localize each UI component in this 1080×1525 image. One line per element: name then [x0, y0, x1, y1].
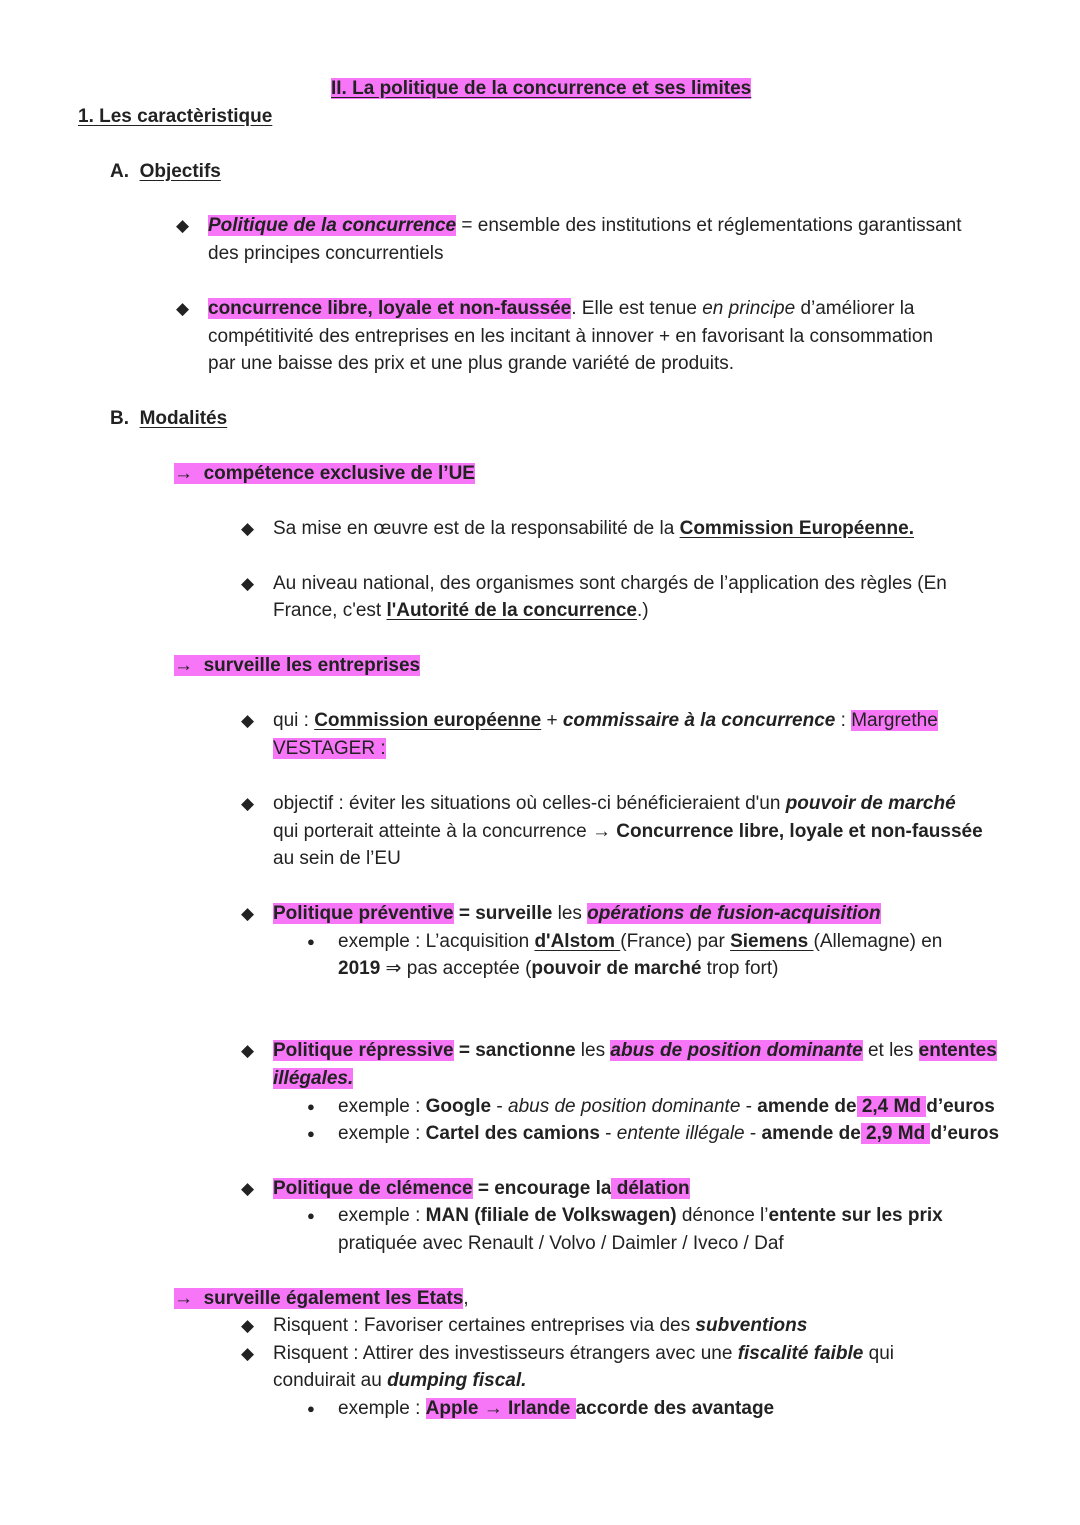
dot-bullet-icon: ● [307, 1099, 315, 1114]
national-level-rule-line2: France, c'est l'Autorité de la concurrence.) [273, 600, 649, 621]
objective-principle-line2: compétitivité des entreprises en les incitant à innover + en favorisant la consommation [208, 326, 934, 347]
monitor-objective-line3: au sein de l’EU [273, 848, 401, 869]
diamond-bullet-icon: ◆ [241, 1344, 255, 1363]
diamond-bullet-icon: ◆ [176, 299, 190, 318]
modality-monitor-states: → surveille également les Etats, [174, 1288, 469, 1309]
diamond-bullet-icon: ◆ [241, 574, 255, 593]
state-risk-subsidies: Risquent : Favoriser certaines entreprises via des subventions [273, 1315, 808, 1336]
preventive-example-line2: 2019 ⇒ pas acceptée (pouvoir de marché trop fort) [338, 958, 779, 979]
preventive-example: exemple : L’acquisition d'Alstom (France) par Siemens (Allemagne) en [338, 931, 943, 952]
diamond-bullet-icon: ◆ [241, 711, 255, 730]
state-risk-tax-line2: conduirait au dumping fiscal. [273, 1370, 527, 1391]
page-title: II. La politique de la concurrence et ses limites [331, 78, 752, 99]
clemency-policy: Politique de clémence = encourage la délation [273, 1178, 690, 1199]
dot-bullet-icon: ● [307, 1208, 315, 1223]
objective-principle-line3: par une baisse des prix et une plus grande variété de produits. [208, 353, 734, 374]
objective-principle: concurrence libre, loyale et non-faussée. Elle est tenue en principe d’améliorer la [208, 298, 915, 319]
monitor-objective: objectif : éviter les situations où celles-ci bénéficieraient d'un pouvoir de marché [273, 793, 956, 814]
modality-monitor-companies: → surveille les entreprises [174, 655, 421, 676]
dot-bullet-icon: ● [307, 1126, 315, 1141]
diamond-bullet-icon: ◆ [176, 216, 190, 235]
repressive-policy-line2: illégales. [273, 1068, 354, 1089]
repressive-policy: Politique répressive = sanctionne les abus de position dominante et les ententes [273, 1040, 997, 1061]
diamond-bullet-icon: ◆ [241, 904, 255, 923]
diamond-bullet-icon: ◆ [241, 794, 255, 813]
section-a-heading: A. Objectifs [110, 161, 221, 182]
objective-definition-line2: des principes concurrentiels [208, 243, 444, 264]
preventive-policy: Politique préventive = surveille les opérations de fusion-acquisition [273, 903, 881, 924]
monitor-objective-line2: qui porterait atteinte à la concurrence → Concurrence libre, loyale et non-faussée [273, 821, 983, 842]
arrow-right-icon: → [174, 463, 193, 484]
national-level-rule: Au niveau national, des organismes sont chargés de l’application des règles (En [273, 573, 947, 594]
dot-bullet-icon: ● [307, 1401, 315, 1416]
arrow-right-icon: → [174, 1288, 193, 1309]
diamond-bullet-icon: ◆ [241, 1179, 255, 1198]
diamond-bullet-icon: ◆ [241, 1041, 255, 1060]
section-b-heading: B. Modalités [110, 408, 228, 429]
repressive-example-cartel: exemple : Cartel des camions - entente illégale - amende de 2,9 Md d’euros [338, 1123, 1000, 1144]
objective-definition: Politique de la concurrence = ensemble des institutions et réglementations garantissant [208, 215, 962, 236]
dot-bullet-icon: ● [307, 934, 315, 949]
state-example-apple: exemple : Apple → Irlande accorde des avantage [338, 1398, 775, 1419]
diamond-bullet-icon: ◆ [241, 1316, 255, 1335]
implementation-responsibility: Sa mise en œuvre est de la responsabilité de la Commission Européenne. [273, 518, 914, 539]
diamond-bullet-icon: ◆ [241, 519, 255, 538]
clemency-example-line2: pratiquée avec Renault / Volvo / Daimler / Iveco / Daf [338, 1233, 784, 1254]
state-risk-tax: Risquent : Attirer des investisseurs étrangers avec une fiscalité faible qui [273, 1343, 894, 1364]
arrow-right-icon: → [174, 655, 193, 676]
who-commission-line2: VESTAGER : [273, 738, 386, 759]
modality-exclusive-competence: → compétence exclusive de l’UE [174, 463, 475, 484]
who-commission: qui : Commission européenne + commissaire à la concurrence : Margrethe [273, 710, 938, 731]
section-1-heading: 1. Les caractèristique [78, 106, 273, 127]
repressive-example-google: exemple : Google - abus de position dominante - amende de 2,4 Md d’euros [338, 1096, 995, 1117]
clemency-example: exemple : MAN (filiale de Volkswagen) dénonce l’entente sur les prix [338, 1205, 943, 1226]
